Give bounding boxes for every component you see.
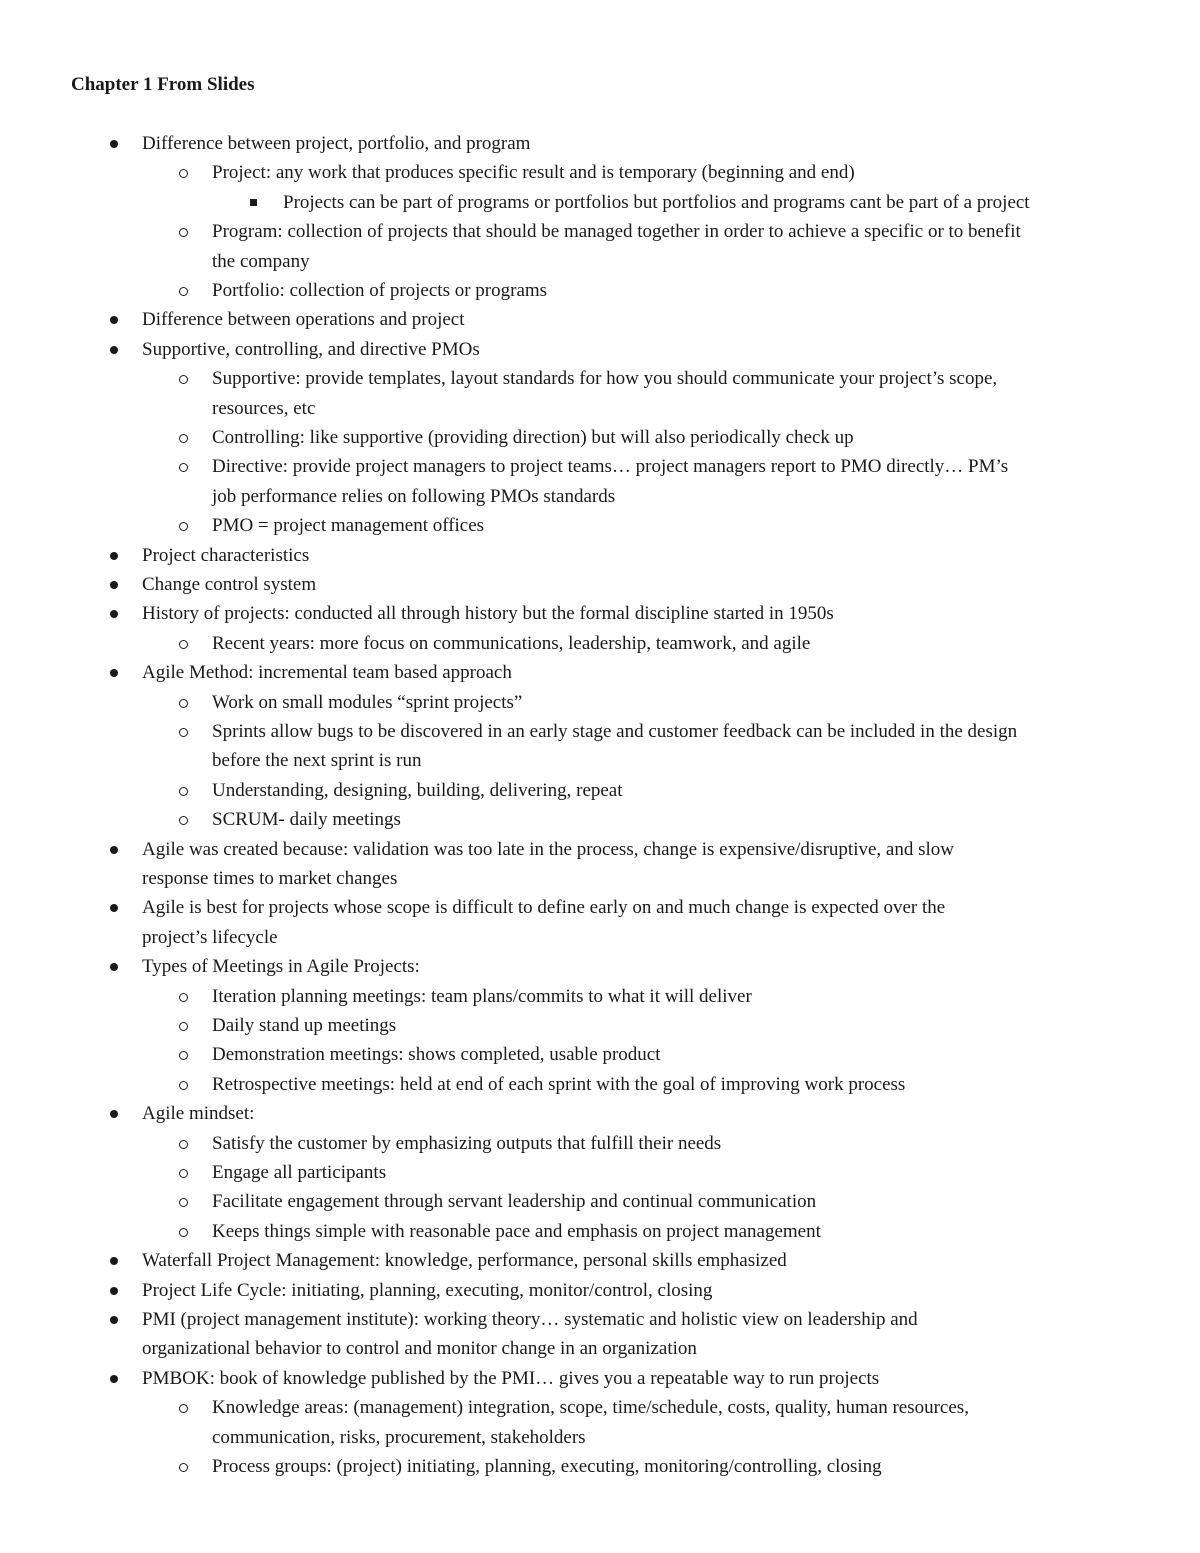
bullet-disc-icon bbox=[110, 1316, 118, 1324]
bullet-circle-icon bbox=[179, 1051, 188, 1060]
bullet-circle-icon bbox=[179, 287, 188, 296]
list-item-text: job performance relies on following PMOs standards bbox=[212, 485, 616, 507]
list-item-text: Project Life Cycle: initiating, planning, executing, monitor/control, closing bbox=[142, 1279, 713, 1301]
list-item-text: Agile Method: incremental team based approach bbox=[142, 662, 512, 684]
bullet-circle-icon bbox=[179, 1228, 188, 1237]
list-item-text: Supportive: provide templates, layout standards for how you should communicate your project’s scope, bbox=[212, 368, 998, 390]
bullet-circle-icon bbox=[179, 787, 188, 796]
list-item-text: Sprints allow bugs to be discovered in an early stage and customer feedback can be included in the design bbox=[212, 721, 1018, 742]
list-item-text: Agile is best for projects whose scope is difficult to define early on and much change is expected over the bbox=[142, 897, 946, 919]
bullet-disc-icon bbox=[110, 1110, 118, 1118]
bullet-circle-icon bbox=[179, 1404, 188, 1413]
bullet-disc-icon bbox=[110, 1257, 118, 1265]
list-item-text: Project: any work that produces specific result and is temporary (beginning and end) bbox=[212, 162, 855, 184]
list-item-text: response times to market changes bbox=[142, 868, 398, 889]
list-item-text: Projects can be part of programs or portfolios but portfolios and programs cant be part of a project bbox=[283, 191, 1030, 213]
bullet-circle-icon bbox=[179, 228, 188, 237]
bullet-circle-icon bbox=[179, 1169, 188, 1178]
bullet-circle-icon bbox=[179, 1140, 188, 1149]
list-item-text: Knowledge areas: (management) integration, scope, time/schedule, costs, quality, human resources, bbox=[212, 1397, 969, 1419]
list-item-text: Daily stand up meetings bbox=[212, 1015, 397, 1036]
bullet-disc-icon bbox=[110, 904, 118, 912]
bullet-circle-icon bbox=[179, 699, 188, 708]
bullet-disc-icon bbox=[110, 581, 118, 589]
bullet-circle-icon bbox=[179, 728, 188, 737]
list-item-text: Keeps things simple with reasonable pace and emphasis on project management bbox=[212, 1220, 821, 1242]
list-item-text: organizational behavior to control and monitor change in an organization bbox=[142, 1338, 697, 1360]
bullet-circle-icon bbox=[179, 1081, 188, 1090]
bullet-circle-icon bbox=[179, 816, 188, 825]
list-item-text: Waterfall Project Management: knowledge, performance, personal skills emphasized bbox=[142, 1250, 787, 1272]
list-item-text: Recent years: more focus on communications, leadership, teamwork, and agile bbox=[212, 632, 811, 654]
bullet-disc-icon bbox=[110, 846, 118, 854]
list-item-text: Work on small modules “sprint projects” bbox=[212, 691, 523, 713]
list-item-text: PMO = project management offices bbox=[212, 515, 485, 537]
bullet-circle-icon bbox=[179, 1463, 188, 1472]
bullet-circle-icon bbox=[179, 434, 188, 443]
list-item-text: PMI (project management institute): working theory… systematic and holistic view on leadership and bbox=[142, 1309, 918, 1330]
bullet-circle-icon bbox=[179, 993, 188, 1002]
bullet-circle-icon bbox=[179, 640, 188, 649]
list-item-text: SCRUM- daily meetings bbox=[212, 809, 401, 831]
list-item-text: resources, etc bbox=[212, 397, 316, 419]
list-item-text: History of projects: conducted all through history but the formal discipline started in 1950s bbox=[142, 603, 834, 625]
list-item-text: communication, risks, procurement, stakeholders bbox=[212, 1426, 586, 1448]
list-item-text: Change control system bbox=[142, 574, 317, 595]
list-item-text: Demonstration meetings: shows completed, usable product bbox=[212, 1044, 661, 1066]
bullet-circle-icon bbox=[179, 169, 188, 178]
bullet-disc-icon bbox=[110, 963, 118, 971]
list-item-text: Agile was created because: validation was too late in the process, change is expensive/disruptive, and slow bbox=[142, 838, 954, 860]
bullet-disc-icon bbox=[110, 610, 118, 618]
bullet-disc-icon bbox=[110, 140, 118, 148]
list-item-text: Program: collection of projects that should be managed together in order to achieve a specific or to benefit bbox=[212, 221, 1021, 243]
list-item-text: Difference between project, portfolio, and program bbox=[142, 133, 531, 154]
bullet-circle-icon bbox=[179, 522, 188, 531]
list-item-text: Facilitate engagement through servant leadership and continual communication bbox=[212, 1191, 817, 1213]
list-item-text: Difference between operations and project bbox=[142, 309, 465, 331]
bullet-circle-icon bbox=[179, 463, 188, 472]
list-item-text: Directive: provide project managers to project teams… project managers report to PMO directly… PM’s bbox=[212, 456, 1009, 478]
bullet-disc-icon bbox=[110, 1375, 118, 1383]
list-item-text: Types of Meetings in Agile Projects: bbox=[142, 956, 420, 978]
list-item-text: PMBOK: book of knowledge published by the PMI… gives you a repeatable way to run projects bbox=[142, 1367, 880, 1389]
list-item-text: Controlling: like supportive (providing direction) but will also periodically check up bbox=[212, 427, 854, 448]
page-title: Chapter 1 From Slides bbox=[71, 74, 255, 95]
list-item-text: the company bbox=[212, 250, 310, 272]
list-item-text: Retrospective meetings: held at end of each sprint with the goal of improving work process bbox=[212, 1073, 906, 1095]
bullet-disc-icon bbox=[110, 552, 118, 560]
bullet-square-icon bbox=[250, 199, 257, 206]
list-item-text: Satisfy the customer by emphasizing outputs that fulfill their needs bbox=[212, 1132, 722, 1154]
list-item-text: before the next sprint is run bbox=[212, 750, 422, 772]
list-item-text: Understanding, designing, building, delivering, repeat bbox=[212, 779, 623, 801]
list-item-text: Supportive, controlling, and directive PMOs bbox=[142, 338, 480, 360]
bullet-circle-icon bbox=[179, 1198, 188, 1207]
bullet-disc-icon bbox=[110, 316, 118, 324]
bullet-circle-icon bbox=[179, 375, 188, 384]
list-item-text: project’s lifecycle bbox=[142, 926, 278, 948]
list-item-text: Iteration planning meetings: team plans/commits to what it will deliver bbox=[212, 985, 752, 1007]
list-item-text: Agile mindset: bbox=[142, 1103, 255, 1125]
list-item-text: Project characteristics bbox=[142, 544, 310, 566]
bullet-circle-icon bbox=[179, 1022, 188, 1031]
list-item-text: Portfolio: collection of projects or programs bbox=[212, 280, 548, 301]
bullet-disc-icon bbox=[110, 346, 118, 354]
list-item-text: Process groups: (project) initiating, planning, executing, monitoring/controlling, closing bbox=[212, 1456, 882, 1477]
list-item-text: Engage all participants bbox=[212, 1162, 387, 1183]
bullet-disc-icon bbox=[110, 669, 118, 677]
bullet-disc-icon bbox=[110, 1287, 118, 1295]
